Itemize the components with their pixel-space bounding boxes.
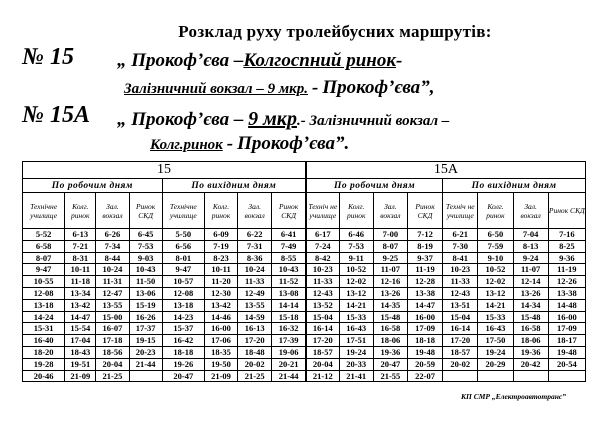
time-cell: 8-23 xyxy=(204,252,237,264)
time-cell: 6-13 xyxy=(65,229,96,241)
route-15a-line1-part2: 9 мкр xyxy=(248,108,297,130)
time-cell: 11-33 xyxy=(238,276,272,288)
time-cell: 10-11 xyxy=(65,264,96,276)
time-cell: 15-33 xyxy=(478,311,513,323)
column-header: Ринок СКД xyxy=(407,193,442,229)
time-cell: 15-33 xyxy=(339,311,373,323)
time-cell: 12-16 xyxy=(373,276,407,288)
time-cell: 20-02 xyxy=(238,358,272,370)
time-cell: 17-37 xyxy=(129,323,162,335)
time-cell: 15-48 xyxy=(513,311,548,323)
time-cell: 13-18 xyxy=(162,299,204,311)
time-cell: 21-12 xyxy=(306,370,339,382)
time-cell: 7-00 xyxy=(373,229,407,241)
time-cell: 17-09 xyxy=(407,323,442,335)
route-15a-line2-part3: Прокоф’єва xyxy=(237,133,335,154)
time-cell: 10-52 xyxy=(339,264,373,276)
time-cell: 20-02 xyxy=(443,358,478,370)
time-cell: 16-58 xyxy=(373,323,407,335)
time-cell: 20-59 xyxy=(407,358,442,370)
time-cell: 12-43 xyxy=(443,287,478,299)
time-cell: 12-47 xyxy=(96,287,129,299)
time-cell: 15-04 xyxy=(443,311,478,323)
route-15a-number: № 15А xyxy=(22,102,90,128)
time-cell: 16-00 xyxy=(407,311,442,323)
time-cell: 13-52 xyxy=(306,299,339,311)
time-cell: 21-09 xyxy=(65,370,96,382)
time-cell: 15-54 xyxy=(65,323,96,335)
time-cell: 13-51 xyxy=(443,299,478,311)
column-header: Ринок СКД xyxy=(129,193,162,229)
time-cell: 19-15 xyxy=(129,335,162,347)
time-cell: 12-08 xyxy=(162,287,204,299)
time-cell: 6-50 xyxy=(478,229,513,241)
time-cell: 11-20 xyxy=(204,276,237,288)
time-cell: 16-58 xyxy=(513,323,548,335)
route-15a-line2-part1: Колг.ринок xyxy=(150,137,223,153)
route-15a-line1-part3: .- Залізничний вокзал – xyxy=(296,113,450,129)
time-cell: 9-03 xyxy=(129,252,162,264)
time-cell: 13-34 xyxy=(65,287,96,299)
time-cell: 14-46 xyxy=(204,311,237,323)
time-cell: 16-14 xyxy=(443,323,478,335)
time-cell: 16-07 xyxy=(96,323,129,335)
time-cell xyxy=(129,370,162,382)
time-cell: 9-11 xyxy=(339,252,373,264)
time-cell: 8-07 xyxy=(23,252,65,264)
time-cell: 20-47 xyxy=(373,358,407,370)
time-cell: 18-06 xyxy=(513,335,548,347)
time-cell: 17-50 xyxy=(478,335,513,347)
time-cell: 20-04 xyxy=(306,358,339,370)
time-cell: 17-51 xyxy=(339,335,373,347)
time-cell: 10-24 xyxy=(238,264,272,276)
table-row xyxy=(23,311,586,323)
day-group-header: По вихідним дням xyxy=(162,179,306,193)
time-cell: 7-31 xyxy=(238,240,272,252)
day-group-header: По робочим дням xyxy=(306,179,443,193)
time-cell: 8-44 xyxy=(96,252,129,264)
time-cell: 10-55 xyxy=(23,276,65,288)
time-cell: 14-21 xyxy=(339,299,373,311)
day-group-header: По робочим дням xyxy=(23,179,163,193)
column-header: Колг. ринок xyxy=(65,193,96,229)
time-cell: 13-26 xyxy=(373,287,407,299)
time-cell: 10-23 xyxy=(443,264,478,276)
time-cell: 9-10 xyxy=(478,252,513,264)
time-cell: 19-26 xyxy=(162,358,204,370)
time-cell: 13-42 xyxy=(65,299,96,311)
time-cell: 12-43 xyxy=(306,287,339,299)
time-cell: 13-26 xyxy=(513,287,548,299)
time-cell: 17-20 xyxy=(306,335,339,347)
route-15-line1-part2: Колгоспний ринок xyxy=(243,50,396,71)
column-header: Колг. ринок xyxy=(204,193,237,229)
time-cell: 21-25 xyxy=(96,370,129,382)
column-header: Ринок СКД xyxy=(272,193,306,229)
time-cell: 15-48 xyxy=(373,311,407,323)
time-cell: 15-04 xyxy=(306,311,339,323)
time-cell: 7-19 xyxy=(204,240,237,252)
route-15-line2-part3: Прокоф’єва xyxy=(322,77,421,98)
time-cell: 10-57 xyxy=(162,276,204,288)
time-cell: 8-07 xyxy=(373,240,407,252)
time-cell: 6-17 xyxy=(306,229,339,241)
time-cell: 13-12 xyxy=(339,287,373,299)
column-header: Колг. ринок xyxy=(478,193,513,229)
time-cell: 8-36 xyxy=(238,252,272,264)
time-cell: 14-47 xyxy=(407,299,442,311)
time-cell: 7-34 xyxy=(96,240,129,252)
time-cell: 17-06 xyxy=(204,335,237,347)
time-cell: 14-48 xyxy=(548,299,585,311)
time-cell: 6-56 xyxy=(162,240,204,252)
route-15-line1 xyxy=(117,50,402,72)
time-cell: 8-55 xyxy=(272,252,306,264)
time-cell: 11-31 xyxy=(96,276,129,288)
time-cell: 11-19 xyxy=(548,264,585,276)
time-cell: 12-28 xyxy=(407,276,442,288)
time-cell: 18-57 xyxy=(443,346,478,358)
time-cell: 20-46 xyxy=(23,370,65,382)
route-15a-line1 xyxy=(117,108,449,131)
time-cell: 7-16 xyxy=(548,229,585,241)
time-cell: 6-45 xyxy=(129,229,162,241)
time-cell: 11-18 xyxy=(65,276,96,288)
time-cell: 18-06 xyxy=(373,335,407,347)
route-15a-line2 xyxy=(150,133,349,155)
time-cell: 10-23 xyxy=(306,264,339,276)
time-cell: 12-02 xyxy=(339,276,373,288)
time-cell: 18-43 xyxy=(65,346,96,358)
time-cell: 17-04 xyxy=(65,335,96,347)
time-cell: 10-52 xyxy=(478,264,513,276)
time-cell: 18-18 xyxy=(407,335,442,347)
time-cell: 9-24 xyxy=(513,252,548,264)
time-cell: 15-37 xyxy=(162,323,204,335)
time-cell: 7-53 xyxy=(129,240,162,252)
time-cell: 11-07 xyxy=(373,264,407,276)
time-cell: 12-14 xyxy=(513,276,548,288)
time-cell: 13-06 xyxy=(129,287,162,299)
column-header: Технічне училище xyxy=(162,193,204,229)
time-cell: 16-43 xyxy=(339,323,373,335)
time-cell xyxy=(478,370,513,382)
time-cell: 19-24 xyxy=(478,346,513,358)
time-cell: 18-57 xyxy=(306,346,339,358)
time-cell: 21-44 xyxy=(272,370,306,382)
time-cell xyxy=(548,370,585,382)
time-cell: 15-19 xyxy=(129,299,162,311)
time-cell: 14-21 xyxy=(478,299,513,311)
route-15-number: № 15 xyxy=(22,44,74,70)
time-cell: 14-14 xyxy=(272,299,306,311)
time-cell: 13-38 xyxy=(548,287,585,299)
time-cell: 7-12 xyxy=(407,229,442,241)
time-cell: 10-11 xyxy=(204,264,237,276)
time-cell: 14-24 xyxy=(23,311,65,323)
time-cell: 7-49 xyxy=(272,240,306,252)
time-cell: 11-07 xyxy=(513,264,548,276)
time-cell: 20-23 xyxy=(129,346,162,358)
table-row xyxy=(23,276,586,288)
time-cell: 7-30 xyxy=(443,240,478,252)
time-cell: 13-08 xyxy=(272,287,306,299)
time-cell: 6-09 xyxy=(204,229,237,241)
time-cell: 13-55 xyxy=(238,299,272,311)
time-cell: 6-21 xyxy=(443,229,478,241)
time-cell: 10-43 xyxy=(272,264,306,276)
time-cell: 10-43 xyxy=(129,264,162,276)
time-cell: 19-36 xyxy=(373,346,407,358)
time-cell: 16-32 xyxy=(272,323,306,335)
route-15-line1-part3: - xyxy=(396,50,403,71)
time-cell: 14-34 xyxy=(513,299,548,311)
time-cell: 21-25 xyxy=(238,370,272,382)
time-cell: 21-55 xyxy=(373,370,407,382)
time-cell: 16-14 xyxy=(306,323,339,335)
time-cell: 13-18 xyxy=(23,299,65,311)
time-cell: 10-24 xyxy=(96,264,129,276)
time-cell: 7-24 xyxy=(306,240,339,252)
time-cell xyxy=(513,370,548,382)
column-header: Техніч не училище xyxy=(306,193,339,229)
time-cell: 16-42 xyxy=(162,335,204,347)
column-header: Ринок СКД xyxy=(548,193,585,229)
table-row xyxy=(23,323,586,335)
time-cell: 20-21 xyxy=(272,358,306,370)
time-cell: 20-42 xyxy=(513,358,548,370)
time-cell: 8-25 xyxy=(548,240,585,252)
time-cell: 12-02 xyxy=(478,276,513,288)
route-15-line2-part4: ”, xyxy=(420,77,435,98)
time-cell: 8-01 xyxy=(162,252,204,264)
time-cell: 19-28 xyxy=(23,358,65,370)
time-cell: 16-00 xyxy=(548,311,585,323)
time-cell: 19-48 xyxy=(548,346,585,358)
time-cell: 20-04 xyxy=(96,358,129,370)
time-cell: 8-31 xyxy=(65,252,96,264)
table-row xyxy=(23,287,586,299)
time-cell: 19-50 xyxy=(204,358,237,370)
time-cell: 8-13 xyxy=(513,240,548,252)
column-header: Колг. ринок xyxy=(339,193,373,229)
time-cell: 6-41 xyxy=(272,229,306,241)
time-cell: 7-21 xyxy=(65,240,96,252)
time-cell: 12-30 xyxy=(204,287,237,299)
route-15a-line2-part4: ”. xyxy=(334,133,350,154)
time-cell: 17-20 xyxy=(443,335,478,347)
time-cell: 11-50 xyxy=(129,276,162,288)
route-header-15: 15 xyxy=(23,162,306,179)
column-header: Технічне училище xyxy=(23,193,65,229)
time-cell: 18-56 xyxy=(96,346,129,358)
time-cell: 13-42 xyxy=(204,299,237,311)
day-group-header: По вихідним дням xyxy=(443,179,586,193)
time-cell: 18-18 xyxy=(162,346,204,358)
column-header: Зал. вокзал xyxy=(513,193,548,229)
time-cell: 9-47 xyxy=(23,264,65,276)
time-cell: 15-00 xyxy=(96,311,129,323)
time-cell: 9-36 xyxy=(548,252,585,264)
time-cell: 19-24 xyxy=(339,346,373,358)
time-cell: 18-17 xyxy=(548,335,585,347)
route-15-line1-part1: „ Прокоф’єва – xyxy=(117,50,244,71)
column-header: Зал. вокзал xyxy=(238,193,272,229)
table-row xyxy=(23,358,586,370)
time-cell: 18-20 xyxy=(23,346,65,358)
time-cell: 11-33 xyxy=(306,276,339,288)
page-title: Розклад руху тролейбусних маршрутів: xyxy=(178,22,492,41)
time-cell: 20-29 xyxy=(478,358,513,370)
time-cell: 18-35 xyxy=(204,346,237,358)
time-cell xyxy=(443,370,478,382)
time-cell: 11-52 xyxy=(272,276,306,288)
time-cell: 16-40 xyxy=(23,335,65,347)
time-cell: 15-31 xyxy=(23,323,65,335)
time-cell: 9-25 xyxy=(373,252,407,264)
time-cell: 13-12 xyxy=(478,287,513,299)
time-cell: 6-26 xyxy=(96,229,129,241)
table-row xyxy=(23,370,586,382)
time-cell: 17-18 xyxy=(96,335,129,347)
time-cell: 6-46 xyxy=(339,229,373,241)
route-15a-line1-part1: „ Прокоф’єва – xyxy=(117,109,244,130)
table-row xyxy=(23,229,586,241)
time-cell: 5-50 xyxy=(162,229,204,241)
time-cell: 19-51 xyxy=(65,358,96,370)
route-15-line2-part1: Залізничний вокзал – 9 мкр. xyxy=(124,81,308,97)
time-cell: 16-13 xyxy=(238,323,272,335)
time-cell: 17-09 xyxy=(548,323,585,335)
time-cell: 11-33 xyxy=(443,276,478,288)
column-header: Зал. вокзал xyxy=(96,193,129,229)
table-row xyxy=(23,299,586,311)
time-cell: 18-48 xyxy=(238,346,272,358)
table-row xyxy=(23,252,586,264)
time-cell: 17-20 xyxy=(238,335,272,347)
time-cell: 12-08 xyxy=(23,287,65,299)
time-cell: 14-47 xyxy=(65,311,96,323)
time-cell: 19-48 xyxy=(407,346,442,358)
time-cell: 22-07 xyxy=(407,370,442,382)
time-cell: 14-59 xyxy=(238,311,272,323)
time-cell: 13-38 xyxy=(407,287,442,299)
time-cell: 7-53 xyxy=(339,240,373,252)
schedule-table xyxy=(22,161,586,382)
time-cell: 8-42 xyxy=(306,252,339,264)
route-15-line2 xyxy=(124,77,434,99)
footer-credit: КП СМР „Електроавтотранс” xyxy=(460,392,566,401)
time-cell: 6-22 xyxy=(238,229,272,241)
time-cell: 9-47 xyxy=(162,264,204,276)
time-cell: 16-00 xyxy=(204,323,237,335)
time-cell: 7-04 xyxy=(513,229,548,241)
time-cell: 14-23 xyxy=(162,311,204,323)
route-header-15a: 15А xyxy=(306,162,586,179)
table-row xyxy=(23,240,586,252)
time-cell: 20-47 xyxy=(162,370,204,382)
time-cell: 20-33 xyxy=(339,358,373,370)
table-row xyxy=(23,346,586,358)
time-cell: 13-55 xyxy=(96,299,129,311)
time-cell: 21-44 xyxy=(129,358,162,370)
time-cell: 6-58 xyxy=(23,240,65,252)
table-row xyxy=(23,335,586,347)
time-cell: 12-49 xyxy=(238,287,272,299)
time-cell: 5-52 xyxy=(23,229,65,241)
time-cell: 16-43 xyxy=(478,323,513,335)
time-cell: 19-06 xyxy=(272,346,306,358)
time-cell: 20-54 xyxy=(548,358,585,370)
time-cell: 17-39 xyxy=(272,335,306,347)
column-header: Зал. вокзал xyxy=(373,193,407,229)
time-cell: 15-18 xyxy=(272,311,306,323)
time-cell: 9-37 xyxy=(407,252,442,264)
time-cell: 21-41 xyxy=(339,370,373,382)
route-15-line2-part2: - xyxy=(312,77,319,98)
time-cell: 21-09 xyxy=(204,370,237,382)
time-cell: 7-59 xyxy=(478,240,513,252)
time-cell: 12-26 xyxy=(548,276,585,288)
route-15a-line2-part2: - xyxy=(226,133,234,154)
time-cell: 8-41 xyxy=(443,252,478,264)
time-cell: 16-26 xyxy=(129,311,162,323)
time-cell: 11-19 xyxy=(407,264,442,276)
time-cell: 8-19 xyxy=(407,240,442,252)
time-cell: 14-35 xyxy=(373,299,407,311)
time-cell: 19-36 xyxy=(513,346,548,358)
column-header: Техніч не училище xyxy=(443,193,478,229)
table-row xyxy=(23,264,586,276)
